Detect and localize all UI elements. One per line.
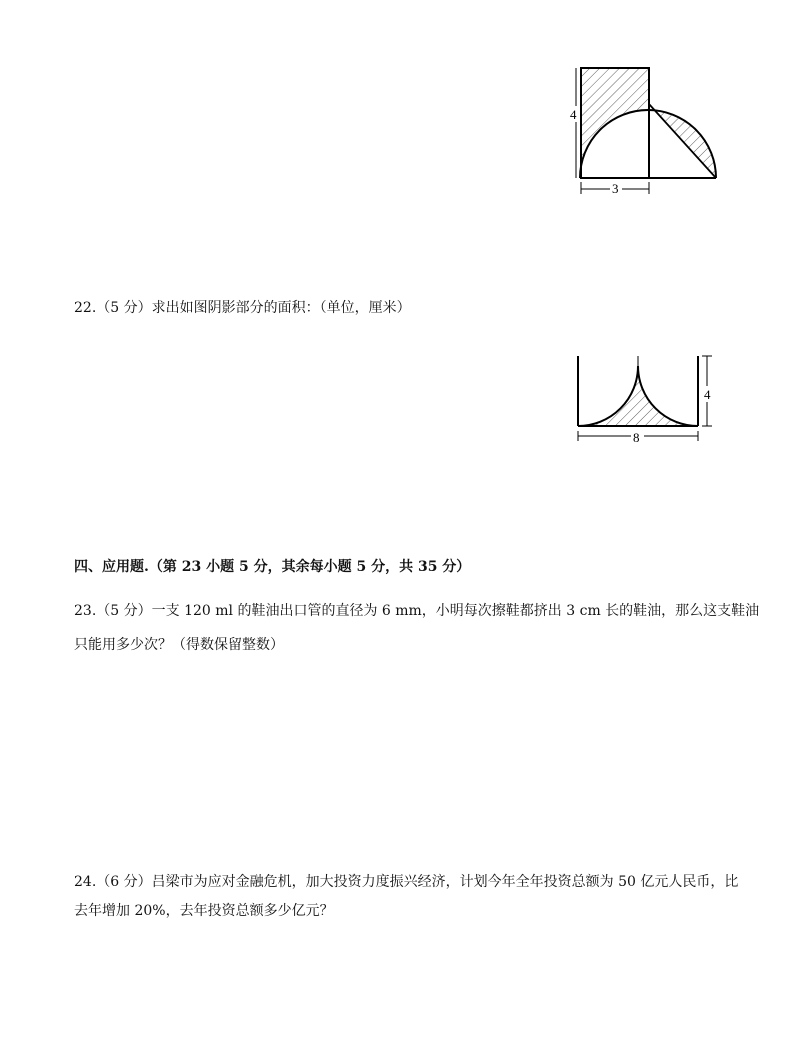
- section-title: 四、应用题.（第 23 小题 5 分，其余每小题 5 分，共 35 分）: [74, 559, 471, 575]
- figure-rectangle-semicircle: [560, 58, 730, 203]
- width-label: 3: [612, 181, 619, 196]
- question-23-line-2: 只能用多少次？（得数保留整数）: [74, 637, 284, 653]
- question-23-line-1: 23.（5 分）一支 120 ml 的鞋油出口管的直径为 6 mm，小明每次擦鞋都挤出 3 cm 长的鞋油，那么这支鞋油: [74, 603, 760, 619]
- question-22: 22.（5 分）求出如图阴影部分的面积：（单位，厘米）: [74, 300, 411, 316]
- question-24-line-2: 去年增加 20%，去年投资总额多少亿元？: [74, 903, 334, 919]
- shaded-region-left: [580, 68, 649, 178]
- height-label: 4: [704, 387, 711, 402]
- question-24-line-1: 24.（6 分）吕梁市为应对金融危机，加大投资力度振兴经济，计划今年全年投资总额为 50 亿元人民币，比: [74, 874, 739, 890]
- height-label: 4: [570, 107, 577, 122]
- figure-quarter-circles: [570, 352, 720, 450]
- width-label: 8: [633, 430, 640, 445]
